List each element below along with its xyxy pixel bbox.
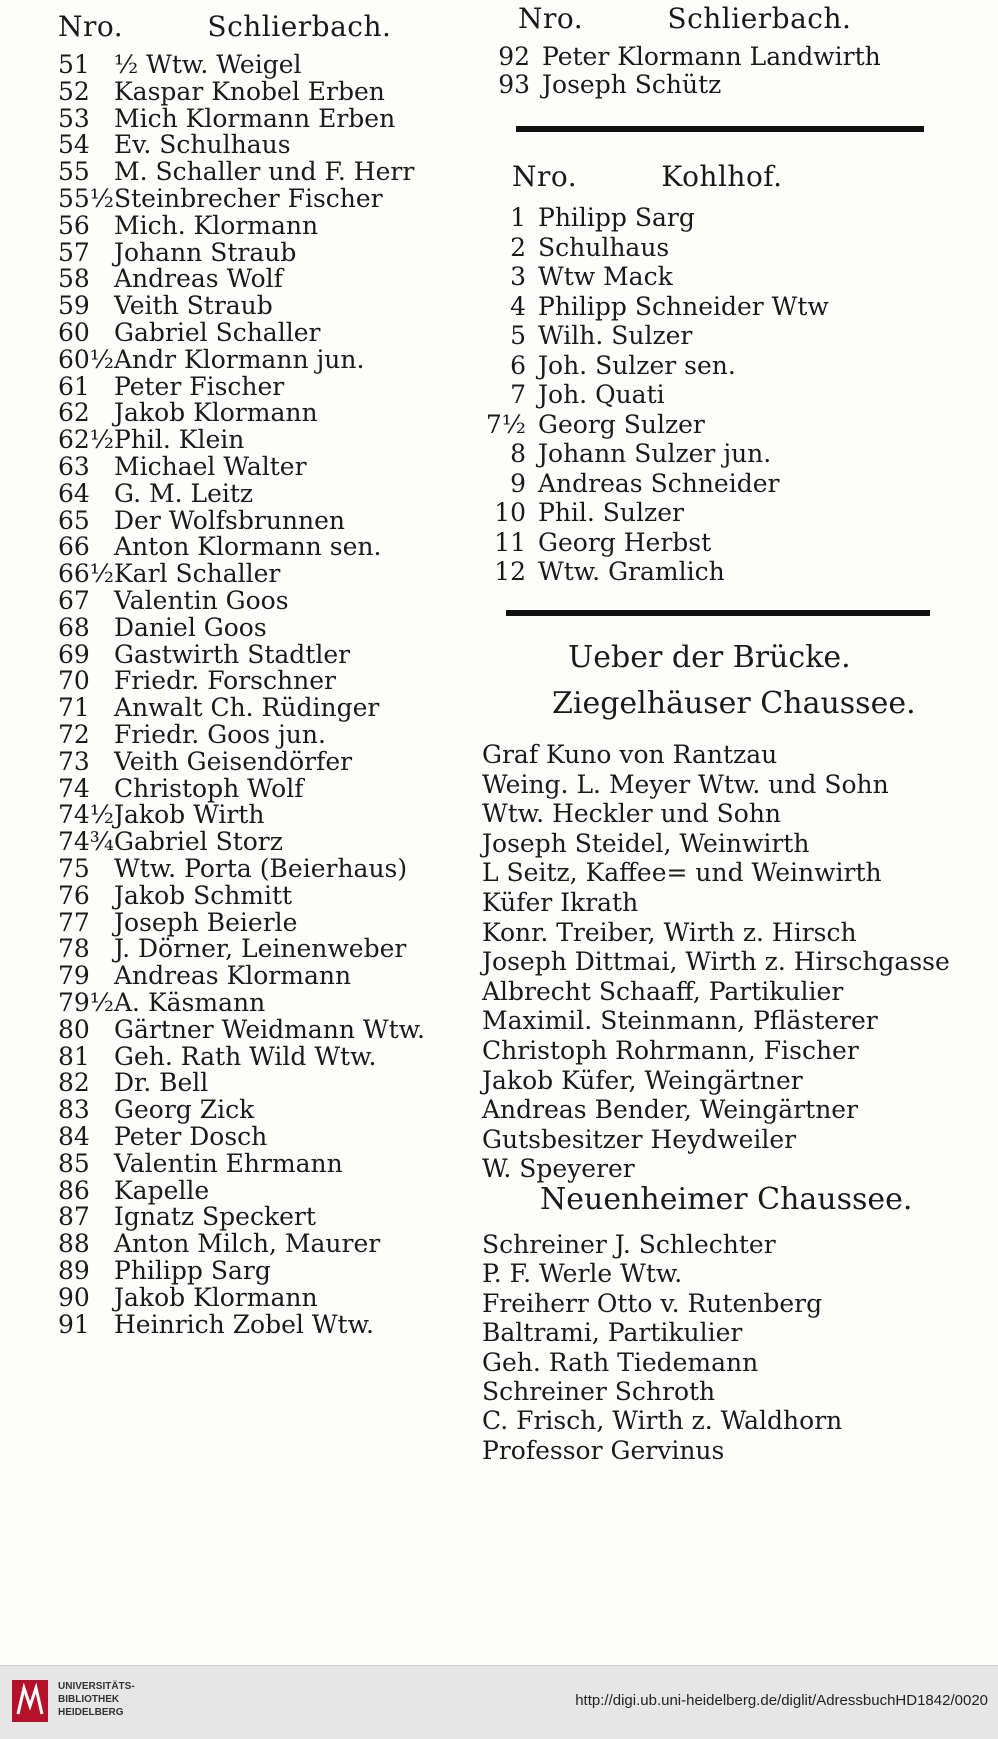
list-item: Gutsbesitzer Heydweiler [482, 1125, 797, 1154]
list-item [58, 854, 407, 884]
house-number: 56 [58, 211, 90, 240]
list-item [478, 557, 725, 587]
house-number: 51 [58, 50, 90, 79]
house-number: 67 [58, 586, 90, 615]
resident-name: Ignatz Speckert [114, 1202, 316, 1231]
list-item [478, 469, 779, 499]
resident-name: Steinbrecher Fischer [114, 184, 383, 213]
list-item: Baltrami, Partikulier [482, 1318, 743, 1347]
house-number: 3 [510, 262, 526, 291]
list-item: Albrecht Schaaff, Partikulier [482, 977, 844, 1006]
house-number: 66½ [58, 559, 115, 588]
list-item [58, 77, 385, 107]
resident-name: A. Käsmann [114, 988, 266, 1017]
resident-name: Gärtner Weidmann Wtw. [114, 1015, 425, 1044]
resident-name: Joseph Beierle [114, 908, 298, 937]
nro-label: Nro. [58, 10, 124, 43]
list-item: Schreiner Schroth [482, 1377, 716, 1406]
library-name-line: HEIDELBERG [58, 1707, 124, 1718]
resident-name: ½ Wtw. Weigel [114, 50, 302, 79]
house-number: 78 [58, 934, 90, 963]
resident-name: Gabriel Schaller [114, 318, 321, 347]
resident-name: Jakob Wirth [114, 800, 265, 829]
house-number: 70 [58, 666, 90, 695]
resident-name: Daniel Goos [114, 613, 267, 642]
list-item [58, 211, 318, 241]
resident-name: Der Wolfsbrunnen [114, 506, 346, 535]
resident-name: Georg Sulzer [538, 409, 705, 439]
resident-name: Georg Herbst [538, 527, 712, 557]
house-number: 73 [58, 747, 90, 776]
resident-name: Andreas Wolf [114, 264, 283, 293]
list-item [58, 425, 244, 455]
list-item [58, 1310, 374, 1340]
house-number: 84 [58, 1122, 90, 1151]
resident-name: Ev. Schulhaus [114, 130, 291, 159]
resident-name: Michael Walter [114, 452, 307, 481]
resident-name: Gastwirth Stadtler [114, 640, 351, 669]
list-item [58, 1202, 316, 1232]
nro-label: Nro. [518, 2, 584, 35]
list-item [478, 498, 684, 528]
resident-name: Phil. Sulzer [538, 498, 684, 527]
list-item [58, 50, 302, 80]
house-number: 6 [510, 350, 526, 380]
list-item [58, 800, 264, 830]
resident-name: Veith Straub [114, 291, 273, 320]
place-heading: Schlierbach. [667, 2, 852, 35]
library-name-line: BIBLIOTHEK [58, 1694, 120, 1705]
house-number: 61 [58, 372, 90, 401]
house-number: 89 [58, 1256, 90, 1285]
list-item [58, 827, 283, 857]
schlierbach-continued-header [518, 2, 851, 35]
list-item: Freiherr Otto v. Rutenberg [482, 1289, 823, 1318]
list-item: Andreas Bender, Weingärtner [482, 1095, 859, 1124]
resident-name: Wtw Mack [538, 262, 673, 291]
resident-name: Joseph Schütz [542, 70, 722, 99]
house-number: 9 [510, 468, 526, 498]
nro-label: Nro. [512, 160, 578, 193]
resident-name: Anwalt Ch. Rüdinger [114, 693, 380, 722]
list-item: Konr. Treiber, Wirth z. Hirsch [482, 918, 857, 947]
resident-name: Valentin Ehrmann [114, 1149, 343, 1178]
list-item [58, 559, 280, 589]
resident-name: Phil. Klein [114, 425, 245, 454]
list-item: W. Speyerer [482, 1154, 635, 1183]
bruecke-heading: Ueber der Brücke. [568, 640, 851, 675]
resident-name: Andr Klormann jun. [114, 345, 365, 374]
list-item: Christoph Rohrmann, Fischer [482, 1036, 859, 1065]
list-item [58, 961, 351, 991]
resident-name: Dr. Bell [114, 1068, 209, 1097]
house-number: 5 [510, 321, 526, 350]
list-item: Professor Gervinus [482, 1436, 725, 1465]
university-library-logo [10, 1678, 50, 1724]
resident-name: Mich. Klormann [114, 211, 319, 240]
resident-name: Veith Geisendörfer [114, 747, 353, 776]
list-item [58, 452, 307, 482]
house-number: 1 [510, 203, 526, 232]
library-footer [0, 1665, 998, 1739]
place-heading: Schlierbach. [207, 10, 392, 43]
list-item [58, 264, 283, 294]
resident-name: Mich Klormann Erben [114, 104, 396, 133]
resident-name: Heinrich Zobel Wtw. [114, 1310, 374, 1339]
resident-name: Jakob Schmitt [114, 881, 293, 910]
house-number: 64 [58, 479, 90, 508]
resident-name: Wilh. Sulzer [538, 321, 693, 350]
house-number: 71 [58, 693, 90, 722]
resident-name: Philipp Schneider Wtw [538, 291, 829, 321]
list-item [58, 1015, 425, 1045]
house-number: 85 [58, 1149, 90, 1178]
house-number: 75 [58, 854, 90, 883]
list-item [478, 203, 695, 233]
resident-name: Wtw. Gramlich [538, 557, 725, 586]
list-item [58, 345, 364, 375]
resident-name: Friedr. Goos jun. [114, 720, 326, 749]
resident-name: G. M. Leitz [114, 479, 254, 508]
list-item: Maximil. Steinmann, Pflästerer [482, 1006, 878, 1035]
list-item [478, 410, 705, 440]
house-number: 60½ [58, 345, 115, 374]
resident-name: Andreas Klormann [114, 961, 352, 990]
list-item [58, 1256, 271, 1286]
resident-name: Johann Straub [114, 238, 297, 267]
list-item [58, 1095, 254, 1125]
resident-name: Georg Zick [114, 1095, 255, 1124]
house-number: 8 [510, 439, 526, 468]
resident-name: M. Schaller und F. Herr [114, 157, 415, 186]
list-item: Küfer Ikrath [482, 888, 639, 917]
resident-name: Gabriel Storz [114, 827, 283, 856]
resident-name: Andreas Schneider [538, 468, 780, 498]
house-number: 11 [494, 527, 526, 557]
house-number: 74 [58, 774, 90, 803]
list-item: Weing. L. Meyer Wtw. und Sohn [482, 770, 889, 799]
list-item [58, 1068, 208, 1098]
house-number: 4 [510, 291, 526, 321]
house-number: 87 [58, 1202, 90, 1231]
house-number: 79 [58, 961, 90, 990]
resident-name: Joh. Sulzer sen. [538, 350, 736, 380]
house-number: 62 [58, 398, 90, 427]
resident-name: Karl Schaller [114, 559, 281, 588]
house-number: 79½ [58, 988, 115, 1017]
kohlhof-header [512, 160, 783, 193]
house-number: 57 [58, 238, 90, 267]
list-item [478, 439, 771, 469]
resident-name: Anton Milch, Maurer [114, 1229, 381, 1258]
list-item [482, 42, 881, 72]
house-number: 66 [58, 532, 90, 561]
list-item [58, 318, 320, 348]
list-item [58, 666, 336, 696]
list-item: Geh. Rath Tiedemann [482, 1348, 759, 1377]
resident-name: Anton Klormann sen. [114, 532, 382, 561]
list-item [58, 1283, 318, 1313]
list-item [58, 881, 292, 911]
house-number: 82 [58, 1068, 90, 1097]
section-divider [516, 126, 924, 132]
list-item [58, 613, 267, 643]
house-number: 58 [58, 264, 90, 293]
list-item [58, 532, 381, 562]
list-item [58, 747, 352, 777]
list-item: Schreiner J. Schlechter [482, 1230, 776, 1259]
house-number: 69 [58, 640, 90, 669]
house-number: 91 [58, 1310, 90, 1339]
house-number: 60 [58, 318, 90, 347]
place-heading: Kohlhof. [661, 160, 783, 193]
list-item: Jakob Küfer, Weingärtner [482, 1066, 803, 1095]
resident-name: Wtw. Porta (Beierhaus) [114, 854, 408, 883]
house-number: 90 [58, 1283, 90, 1312]
resident-name: Jakob Klormann [114, 398, 318, 427]
list-item: Graf Kuno von Rantzau [482, 740, 778, 769]
ziegelhaeuser-heading: Ziegelhäuser Chaussee. [552, 686, 916, 721]
list-item [478, 528, 711, 558]
house-number: 76 [58, 881, 90, 910]
house-number: 52 [58, 77, 90, 106]
list-item: Wtw. Heckler und Sohn [482, 799, 782, 828]
resident-name: Peter Fischer [114, 372, 285, 401]
house-number: 68 [58, 613, 90, 642]
house-number: 63 [58, 452, 90, 481]
house-number: 74¾ [58, 827, 115, 856]
neuenheimer-heading: Neuenheimer Chaussee. [540, 1182, 913, 1217]
list-item [478, 292, 829, 322]
house-number: 59 [58, 291, 90, 320]
resident-name: Johann Sulzer jun. [538, 439, 772, 468]
house-number: 12 [494, 557, 526, 586]
house-number: 54 [58, 130, 90, 159]
resident-name: Peter Dosch [114, 1122, 268, 1151]
house-number: 65 [58, 506, 90, 535]
list-item [58, 586, 289, 616]
house-number: 86 [58, 1176, 90, 1205]
list-item: Joseph Dittmai, Wirth z. Hirschgasse [482, 947, 950, 976]
house-number: 77 [58, 908, 90, 937]
house-number: 7 [510, 380, 526, 409]
list-item [478, 262, 673, 292]
resident-name: J. Dörner, Leinenweber [114, 934, 407, 963]
house-number: 55 [58, 157, 90, 186]
resident-name: Valentin Goos [114, 586, 289, 615]
list-item: P. F. Werle Wtw. [482, 1259, 683, 1288]
list-item [58, 720, 326, 750]
house-number: 10 [494, 498, 526, 527]
list-item [478, 380, 665, 410]
list-item [482, 70, 721, 100]
source-url-link[interactable]: http://digi.ub.uni-heidelberg.de/diglit/AdressbuchHD1842/0020 [575, 1692, 988, 1709]
resident-name: Philipp Sarg [538, 203, 695, 232]
library-name-line: UNIVERSITÄTS- [58, 1681, 135, 1692]
house-number: 55½ [58, 184, 115, 213]
resident-name: Joh. Quati [538, 380, 665, 409]
list-item [58, 398, 318, 428]
resident-name: Schulhaus [538, 232, 670, 262]
list-item: C. Frisch, Wirth z. Waldhorn [482, 1406, 843, 1435]
house-number: 80 [58, 1015, 90, 1044]
house-number: 93 [498, 70, 530, 99]
list-item [58, 988, 265, 1018]
list-item: L Seitz, Kaffee= und Weinwirth [482, 858, 882, 887]
resident-name: Jakob Klormann [114, 1283, 318, 1312]
resident-name: Christoph Wolf [114, 774, 304, 803]
house-number: 83 [58, 1095, 90, 1124]
list-item [58, 693, 379, 723]
list-item [58, 1229, 380, 1259]
resident-name: Friedr. Forschner [114, 666, 336, 695]
house-number: 92 [498, 42, 530, 71]
list-item [58, 1122, 267, 1152]
list-item [478, 233, 669, 263]
house-number: 88 [58, 1229, 90, 1258]
list-item [58, 1149, 343, 1179]
section-divider [506, 610, 930, 616]
resident-name: Peter Klormann Landwirth [542, 42, 881, 71]
resident-name: Geh. Rath Wild Wtw. [114, 1042, 377, 1071]
resident-name: Philipp Sarg [114, 1256, 271, 1285]
list-item [58, 934, 406, 964]
house-number: 74½ [58, 800, 115, 829]
house-number: 53 [58, 104, 90, 133]
library-name [58, 1680, 135, 1719]
house-number: 7½ [485, 409, 526, 439]
resident-name: Kaspar Knobel Erben [114, 77, 385, 106]
house-number: 72 [58, 720, 90, 749]
list-item: Joseph Steidel, Weinwirth [482, 829, 810, 858]
list-item [58, 130, 291, 160]
house-number: 2 [510, 232, 526, 262]
list-item [478, 351, 736, 381]
list-item [58, 291, 273, 321]
house-number: 81 [58, 1042, 90, 1071]
list-item [58, 479, 253, 509]
list-item [58, 184, 383, 214]
house-number: 62½ [58, 425, 115, 454]
left-column-header [58, 10, 391, 43]
list-item [478, 321, 692, 351]
resident-name: Kapelle [114, 1176, 210, 1205]
list-item [58, 157, 414, 187]
